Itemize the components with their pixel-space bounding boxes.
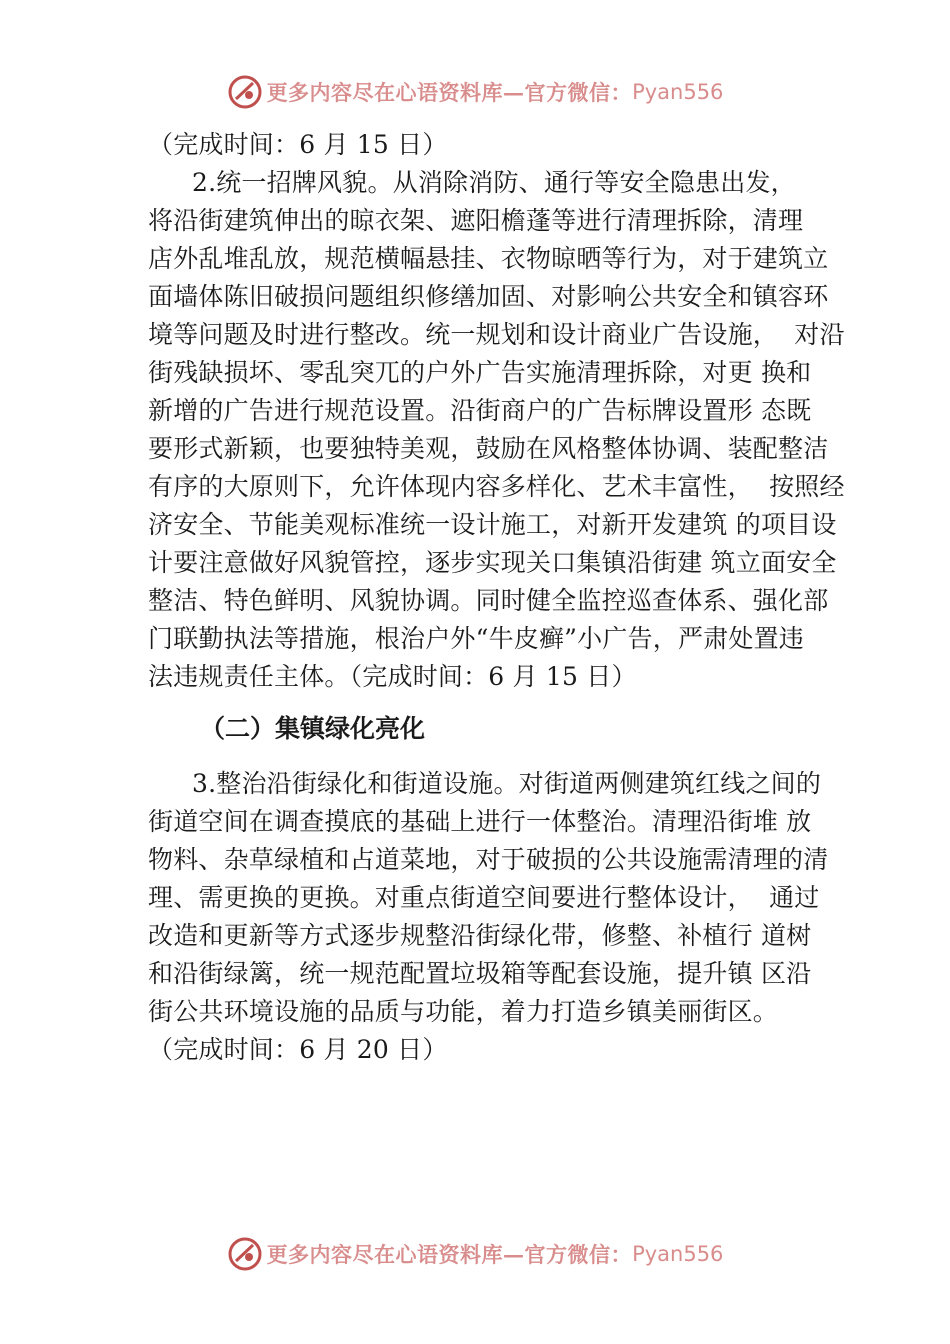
paragraph-line: 法违规责任主体。（完成时间：6 月 15 日） [148,662,637,691]
watermark-wechat-id: Pyan556 [632,80,724,104]
brand-logo-icon [227,1236,263,1272]
watermark-text: 更多内容尽在心语资料库—官方微信： [266,1242,633,1267]
paragraph-line: 街道空间在调查摸底的基础上进行一体整治。清理沿街堆 放 [148,807,812,836]
paragraph-line: 街公共环境设施的品质与功能，着力打造乡镇美丽街区。 [148,997,779,1026]
paragraph-line: 街残缺损坏、零乱突兀的户外广告实施清理拆除，对更 换和 [148,358,812,387]
paragraph-line: 门联勤执法等措施，根治户外“牛皮癣”小广告，严肃处置违 [148,624,804,653]
section-heading: （二）集镇绿化亮化 [200,714,426,743]
brand-logo-icon [227,74,263,110]
paragraph-line: 店外乱堆乱放，规范横幅悬挂、衣物晾晒等行为，对于建筑立 [148,244,829,273]
paragraph-line: 计要注意做好风貌管控，逐步实现关口集镇沿街建 筑立面安全 [148,548,837,577]
paragraph-line: 要形式新颖，也要独特美观，鼓励在风格整体协调、装配整洁 [148,434,829,463]
watermark-wechat-id: Pyan556 [632,1242,724,1266]
paragraph-line: 2.统一招牌风貌。从消除消防、通行等安全隐患出发， [192,168,796,197]
paragraph-line: 济安全、节能美观标准统一设计施工，对新开发建筑 的项目设 [148,510,837,539]
paragraph-line: 理、需更换的更换。对重点街道空间要进行整体设计， 通过 [148,883,820,912]
paragraph-line: 新增的广告进行规范设置。沿街商户的广告标牌设置形 态既 [148,396,812,425]
paragraph-line: 改造和更新等方式逐步规整沿街绿化带，修整、补植行 道树 [148,921,812,950]
paragraph-line: 有序的大原则下，允许体现内容多样化、艺术丰富性， 按照经 [148,472,845,501]
paragraph-line: 和沿街绿篱，统一规范配置垃圾箱等配套设施，提升镇 区沿 [148,959,812,988]
paragraph-line: 整洁、特色鲜明、风貌协调。同时健全监控巡查体系、强化部 [148,586,829,615]
paragraph-line: 面墙体陈旧破损问题组织修缮加固、对影响公共安全和镇容环 [148,282,829,311]
paragraph-line: 物料、杂草绿植和占道菜地，对于破损的公共设施需清理的清 [148,845,829,874]
paragraph-line: （完成时间：6 月 20 日） [148,1035,448,1064]
paragraph-line: 3.整治沿街绿化和街道设施。对街道两侧建筑红线之间的 [192,769,822,798]
paragraph-line: （完成时间：6 月 15 日） [148,130,448,159]
header-watermark [0,70,950,114]
watermark-text: 更多内容尽在心语资料库—官方微信： [266,80,633,105]
paragraph-line: 境等问题及时进行整改。统一规划和设计商业广告设施， 对沿 [148,320,845,349]
paragraph-line: 将沿街建筑伸出的晾衣架、遮阳檐蓬等进行清理拆除，清理 [148,206,804,235]
footer-watermark [0,1232,950,1276]
